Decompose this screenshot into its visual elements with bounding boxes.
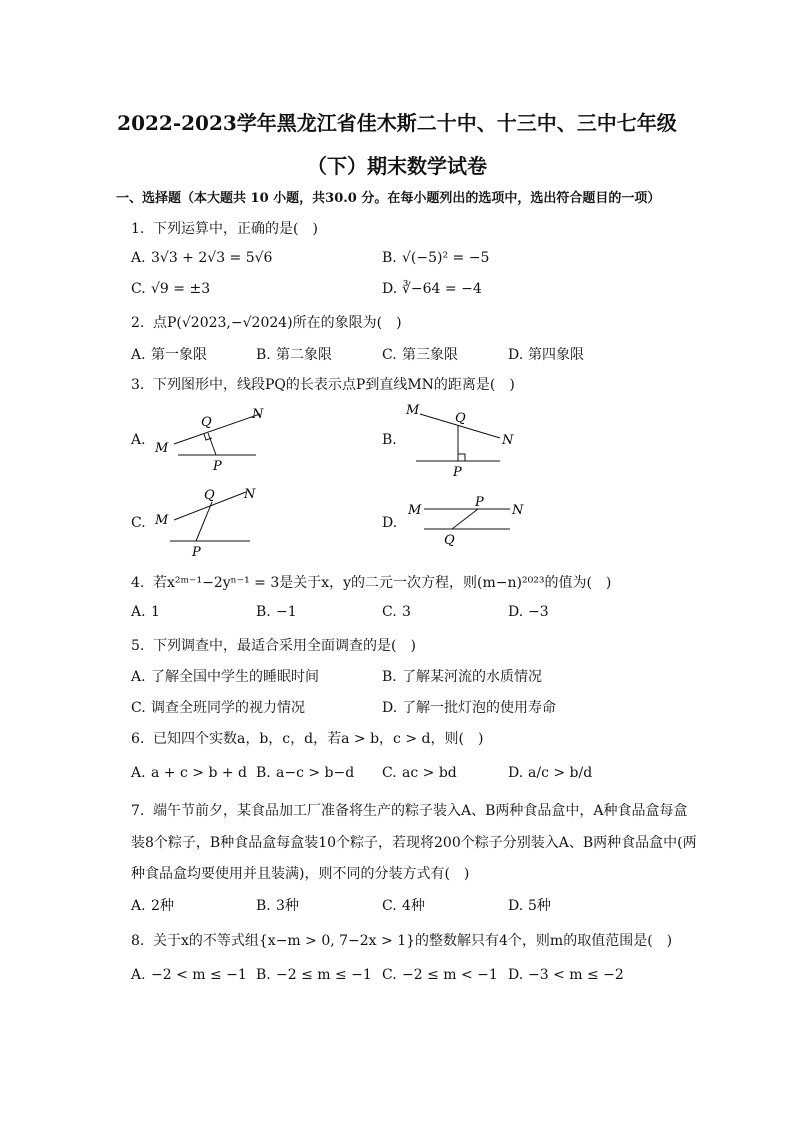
question-2: 2. 点P(√2023,−√2024)所在的象限为( ) [131,315,402,331]
q6-option-d: D. a/c > b/d [508,765,593,781]
q3-option-d: D. [382,515,398,531]
question-7-line2: 装8个粽子，B种食品盒每盒装10个粽子，若现将200个粽子分别装入A、B两种食品盒中(两 [131,835,697,851]
q2-option-b: B. 第二象限 [256,347,332,363]
question-3: 3. 下列图形中，线段PQ的长表示点P到直线MN的距离是( ) [131,377,515,393]
svg-text:Q: Q [444,533,455,548]
label-n: N [252,407,264,422]
q5-option-b: B. 了解某河流的水质情况 [382,669,542,685]
q7-option-d: D. 5种 [508,898,551,914]
label-q: Q [201,415,212,430]
q3-figure-a [152,404,272,476]
svg-text:M: M [155,513,169,528]
q3-option-b: B. [382,432,397,448]
q4-option-a: A. 1 [131,604,160,620]
q3-figure-c [152,484,272,560]
q4-option-d: D. −3 [508,604,549,620]
q4-option-b: B. −1 [256,604,297,620]
q8-option-b: B. −2 ≤ m ≤ −1 [256,967,372,983]
svg-text:M: M [408,503,422,518]
q2-option-a: A. 第一象限 [131,347,207,363]
q1-option-d: D. ∛−64 = −4 [382,281,482,297]
q8-option-a: A. −2 < m ≤ −1 [131,967,247,983]
q3-option-c: C. [131,515,146,531]
question-number: 1. [131,221,145,237]
svg-text:M: M [406,403,420,418]
q8-option-d: D. −3 < m ≤ −2 [508,967,624,983]
q1-option-b: B. √(−5)² = −5 [382,250,490,266]
q8-option-c: C. −2 ≤ m < −1 [382,967,498,983]
question-stem: 下列运算中，正确的是( ) [153,221,318,237]
q6-option-b: B. a−c > b−d [256,765,355,781]
q1-option-c: C. √9 = ±3 [131,281,211,297]
question-1 [131,218,318,238]
q2-option-d: D. 第四象限 [508,347,584,363]
label-m: M [155,441,169,456]
q6-option-a: A. a + c > b + d [131,765,248,781]
question-8: 8. 关于x的不等式组{x−m > 0, 7−2x > 1}的整数解只有4个，则m的取值范围是( ) [131,933,673,949]
q7-option-b: B. 3种 [256,898,299,914]
svg-text:P: P [192,545,201,560]
svg-text:P: P [475,495,484,510]
svg-text:N: N [244,487,256,502]
svg-text:Q: Q [455,411,466,426]
q3-option-a: A. [131,432,146,448]
q3-figure-b [402,398,522,478]
section-header: 一、选择题（本大题共 10 小题，共30.0 分。在每小题列出的选项中，选出符合题目的一项） [116,191,661,206]
q3-figure-d [402,492,532,552]
question-6: 6. 已知四个实数a，b，c，d，若a > b，c > d，则( ) [131,731,484,747]
svg-text:P: P [453,465,462,478]
label-p: P [213,459,222,474]
q5-option-c: C. 调查全班同学的视力情况 [131,700,305,716]
q4-option-c: C. 3 [382,604,411,620]
q2-option-c: C. 第三象限 [382,347,458,363]
q7-option-a: A. 2种 [131,898,174,914]
question-4: 4. 若x²ᵐ⁻¹−2yⁿ⁻¹ = 3是关于x，y的二元一次方程，则(m−n)²⁰²³的值为( ) [131,575,612,591]
question-7: 7. 端午节前夕，某食品加工厂准备将生产的粽子装入A、B两种食品盒中，A种食品盒每盒 [131,803,688,819]
question-5: 5. 下列调查中，最适合采用全面调查的是( ) [131,638,416,654]
svg-text:N: N [512,503,524,518]
q7-option-c: C. 4种 [382,898,425,914]
svg-text:N: N [502,433,514,448]
q6-option-c: C. ac > bd [382,765,457,781]
page-title-line2: （下）期末数学试卷 [307,154,487,178]
q5-option-d: D. 了解一批灯泡的使用寿命 [382,700,556,716]
q5-option-a: A. 了解全国中学生的睡眠时间 [131,669,319,685]
svg-text:Q: Q [204,488,215,503]
question-7-line3: 种食品盒均要使用并且装满)，则不同的分装方式有( ) [131,866,470,882]
q1-option-a: A. 3√3 + 2√3 = 5√6 [131,250,273,266]
page-title-line1: 2022-2023学年黑龙江省佳木斯二十中、十三中、三中七年级 [117,111,677,135]
